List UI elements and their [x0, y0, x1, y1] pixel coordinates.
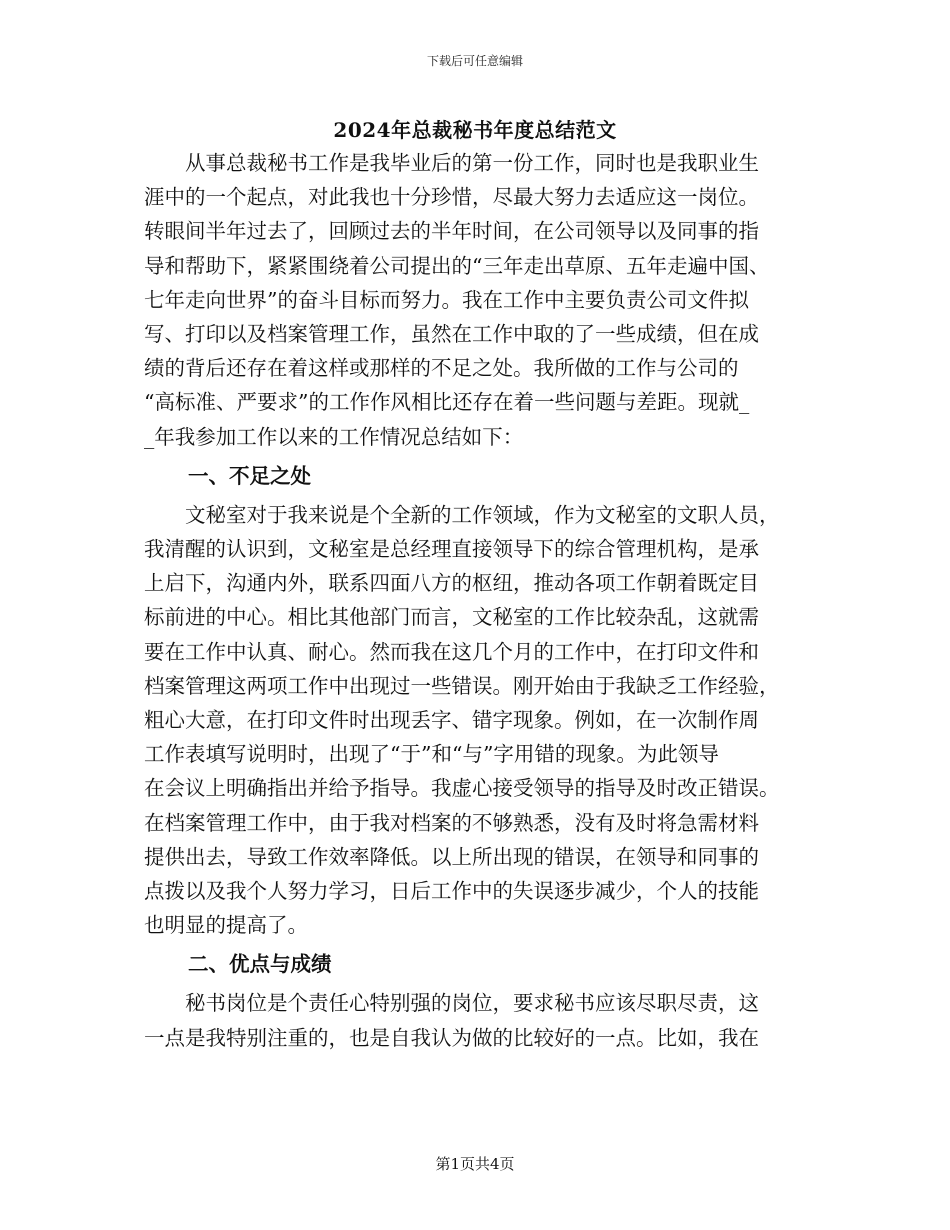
paragraph-line: 写、打印以及档案管理工作，虽然在工作中取的了一些成绩，但在成	[144, 322, 759, 347]
paragraph-shortcomings	[144, 498, 808, 943]
paragraph-line: 粗心大意，在打印文件时出现丢字、错字现象。例如，在一次制作周	[144, 708, 759, 733]
paragraph-line: 一点是我特别注重的，也是自我认为做的比较好的一点。比如，我在	[144, 1025, 759, 1050]
paragraph-line: 导和帮助下，紧紧围绕着公司提出的“三年走出草原、五年走遍中国、	[144, 253, 770, 278]
paragraph-line: 在档案管理工作中，由于我对档案的不够熟悉，没有及时将急需材料	[144, 810, 759, 835]
paragraph-line: 从事总裁秘书工作是我毕业后的第一份工作，同时也是我职业生	[185, 151, 759, 175]
header-note: 下载后可任意编辑	[426, 54, 523, 68]
paragraph-line: 点拨以及我个人努力学习，日后工作中的失误逐步减少，个人的技能	[144, 879, 759, 904]
paragraph-line: 工作表填写说明时，出现了“于”和“与”字用错的现象。为此领导	[144, 742, 719, 767]
document-body	[144, 146, 808, 1055]
paragraph-line: 档案管理这两项工作中出现过一些错误。刚开始由于我缺乏工作经验，	[144, 673, 780, 698]
paragraph-line: 在会议上明确指出并给予指导。我虚心接受领导的指导及时改正错误。	[144, 776, 780, 801]
paragraph-line: 标前进的中心。相比其他部门而言，文秘室的工作比较杂乱，这就需	[144, 605, 759, 630]
paragraph-line: 七年走向世界”的奋斗目标而努力。我在工作中主要负责公司文件拟	[144, 287, 749, 312]
paragraph-line: 提供出去，导致工作效率降低。以上所出现的错误，在领导和同事的	[144, 844, 759, 869]
paragraph-line: 要在工作中认真、耐心。然而我在这几个月的工作中，在打印文件和	[144, 639, 759, 664]
paragraph-line: 涯中的一个起点，对此我也十分珍惜，尽最大努力去适应这一岗位。	[144, 185, 759, 210]
paragraph-line: _年我参加工作以来的工作情况总结如下：	[144, 424, 524, 449]
section-heading-shortcomings: 一、不足之处	[188, 463, 311, 488]
paragraph-line: 转眼间半年过去了，回顾过去的半年时间，在公司领导以及同事的指	[144, 219, 759, 244]
paragraph-line: 文秘室对于我来说是个全新的工作领域，作为文秘室的文职人员，	[185, 502, 780, 527]
paragraph-line: 绩的背后还存在着这样或那样的不足之处。我所做的工作与公司的	[144, 356, 739, 381]
section-heading-strengths: 二、优点与成绩	[188, 952, 332, 977]
paragraph-intro	[144, 146, 808, 454]
paragraph-line: 我清醒的认识到，文秘室是总经理直接领导下的综合管理机构，是承	[144, 537, 759, 562]
page-footer: 第1页共4页	[435, 1155, 515, 1173]
paragraph-strengths	[144, 986, 808, 1054]
paragraph-line: 秘书岗位是个责任心特别强的岗位，要求秘书应该尽职尽责，这	[185, 991, 759, 1016]
paragraph-line: 也明显的提高了。	[144, 913, 308, 938]
paragraph-line: 上启下，沟通内外，联系四面八方的枢纽，推动各项工作朝着既定目	[144, 571, 759, 596]
document-title: 2024年总裁秘书年度总结范文	[333, 118, 617, 142]
paragraph-line: “高标准、严要求”的工作作风相比还存在着一些问题与差距。现就_	[144, 390, 750, 415]
